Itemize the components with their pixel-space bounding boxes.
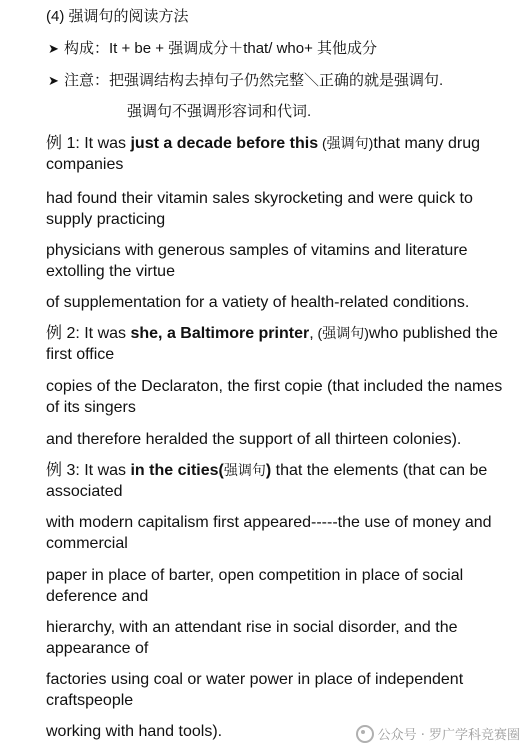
example-2-line: and therefore heralded the support of all thirteen colonies). (46, 431, 462, 448)
example-3-line: hierarchy, with an attendant rise in social disorder, and the appearance of (46, 619, 458, 657)
bullet-note: ➤ 注意：把强调结构去掉句子仍然完整＼正确的就是强调句. (48, 72, 444, 89)
example-1-head: 例 1: It was just a decade before this (强调句)that many drug companies (46, 135, 481, 173)
example-3-line: working with hand tools). (46, 723, 223, 740)
example-1-line: had found their vitamin sales skyrocketing and were quick to supply practicing (46, 190, 473, 228)
section-title: (4) 强调句的阅读方法 (46, 8, 189, 25)
arrow-bullet-icon: ➤ (48, 41, 59, 56)
example-1-line: of supplementation for a vatiety of health-related conditions. (46, 294, 470, 311)
bullet-note-continuation: 强调句不强调形容词和代词. (127, 103, 312, 120)
example-1-line: physicians with generous samples of vitamins and literature extolling the virtue (46, 242, 468, 280)
wechat-icon (356, 725, 374, 743)
watermark (356, 724, 520, 743)
arrow-bullet-icon: ➤ (48, 73, 59, 88)
example-2-head: 例 2: It was she, a Baltimore printer, (强调句)who published the first office (46, 325, 498, 363)
example-3-head: 例 3: It was in the cities(强调句) that the elements (that can be associated (46, 462, 488, 500)
bullet-structure: ➤ 构成：It + be + 强调成分＋that/ who+ 其他成分 (48, 40, 378, 57)
example-3-line: paper in place of barter, open competition in place of social deference and (46, 567, 464, 605)
watermark-text: 公众号 · 罗广学科竞赛圈 (377, 728, 520, 743)
example-2-line: copies of the Declaraton, the first copie (that included the names of its singers (46, 378, 503, 416)
example-3-line: factories using coal or water power in place of independent craftspeople (46, 671, 464, 709)
example-3-line: with modern capitalism first appeared-----the use of money and commercial (46, 514, 492, 552)
